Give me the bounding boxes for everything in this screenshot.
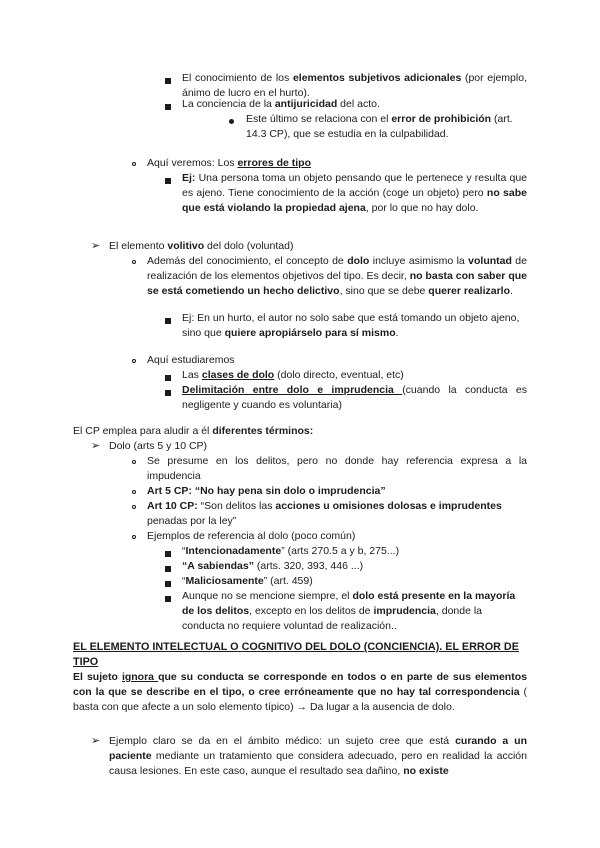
square-bullet-icon <box>165 375 171 381</box>
paragraph-sujeto-ignora: El sujeto ignora que su conducta se corresponde en todos o en parte de sus elementos con la que se describe en el tipo, o cree erróneamente que no hay tal correspondencia ( basta con que afecte a un solo elemento típico) → Da lugar a la ausencia de dolo. <box>73 671 527 713</box>
arrow-bullet-icon: ➢ <box>91 240 101 252</box>
hollow-bullet-icon <box>132 162 136 166</box>
paragraph-art5: Art 5 CP: “No hay pena sin dolo o imprudencia” <box>147 485 386 497</box>
paragraph-subjective-elements: El conocimiento de los elementos subjetivos adicionales (por ejemplo, ánimo de lucro en el hurto). <box>182 72 527 99</box>
square-bullet-icon <box>165 596 171 602</box>
square-bullet-icon <box>165 390 171 396</box>
paragraph-ejemplo-objeto: Ej: Una persona toma un objeto pensando que le pertenece y resulta que es ajeno. Tiene conocimiento de la acción (coge un objeto) pero no sabe que está violando la propiedad ajena, por lo que no hay dolo. <box>182 172 527 214</box>
square-bullet-icon <box>165 104 171 110</box>
hollow-bullet-icon <box>132 505 136 509</box>
square-bullet-icon <box>165 566 171 572</box>
paragraph-dolo-arts: Dolo (arts 5 y 10 CP) <box>109 440 208 452</box>
paragraph-aqui-estudiaremos: Aquí estudiaremos <box>147 354 235 366</box>
round-bullet-icon <box>229 119 234 124</box>
paragraph-elemento-volitivo: El elemento volitivo del dolo (voluntad) <box>109 240 294 252</box>
arrow-bullet-icon: ➢ <box>91 440 101 452</box>
square-bullet-icon <box>165 581 171 587</box>
hollow-bullet-icon <box>132 535 136 539</box>
square-bullet-icon <box>165 78 171 84</box>
paragraph-errores-tipo: Aquí veremos: Los errores de tipo <box>147 157 311 169</box>
hollow-bullet-icon <box>132 359 136 363</box>
square-bullet-icon <box>165 318 171 324</box>
paragraph-ejemplo-medico: Ejemplo claro se da en el ámbito médico: un sujeto cree que está curando a un paciente mediante un tratamiento que considera adecuado, pero en realidad la acción causa lesiones. En este caso, aunque el resultado sea dañino, no existe <box>109 735 527 777</box>
paragraph-ejemplo-hurto: Ej: En un hurto, el autor no solo sabe que está tomando un objeto ajeno, sino que quiere apropiárselo para sí mismo. <box>182 312 520 339</box>
paragraph-ejemplos-referencia: Ejemplos de referencia al dolo (poco común) <box>147 530 356 542</box>
paragraph-antijuricidad: La conciencia de la antijuricidad del acto. <box>182 98 380 110</box>
paragraph-delimitacion: Delimitación entre dolo e imprudencia (cuando la conducta es negligente y cuando es voluntaria) <box>182 384 527 411</box>
paragraph-cp-terminos: El CP emplea para aludir a él diferentes términos: <box>73 425 314 437</box>
square-bullet-icon <box>165 551 171 557</box>
paragraph-voluntad: Además del conocimiento, el concepto de dolo incluye asimismo la voluntad de realización de los elementos objetivos del tipo. Es decir, no basta con saber que se está cometiendo un hecho delictivo, sino que se debe querer realizarlo. <box>147 255 527 297</box>
arrow-bullet-icon: ➢ <box>91 735 101 747</box>
paragraph-intencionadamente: “Intencionadamente” (arts 270.5 a y b, 275...) <box>182 545 400 557</box>
paragraph-art10: Art 10 CP: “Son delitos las acciones u omisiones dolosas e imprudentes penadas por la ley” <box>147 500 502 527</box>
paragraph-a-sabiendas: “A sabiendas” (arts. 320, 393, 446 ...) <box>182 560 364 572</box>
paragraph-error-prohibicion: Este último se relaciona con el error de prohibición (art. 14.3 CP), que se estudia en la culpabilidad. <box>246 113 513 140</box>
paragraph-dolo-presente: Aunque no se mencione siempre, el dolo está presente en la mayoría de los delitos, excepto en los delitos de imprudencia, donde la conducta no requiere voluntad de realización.. <box>182 590 516 632</box>
paragraph-maliciosamente: “Maliciosamente” (art. 459) <box>182 575 313 587</box>
paragraph-clases-dolo: Las clases de dolo (dolo directo, eventual, etc) <box>182 369 404 381</box>
paragraph-presume: Se presume en los delitos, pero no donde hay referencia expresa a la impudencia <box>147 455 527 482</box>
hollow-bullet-icon <box>132 260 136 264</box>
section-heading: EL ELEMENTO INTELECTUAL O COGNITIVO DEL DOLO (CONCIENCIA). EL ERROR DE TIPO <box>73 641 519 668</box>
hollow-bullet-icon <box>132 490 136 494</box>
hollow-bullet-icon <box>132 460 136 464</box>
square-bullet-icon <box>165 178 171 184</box>
